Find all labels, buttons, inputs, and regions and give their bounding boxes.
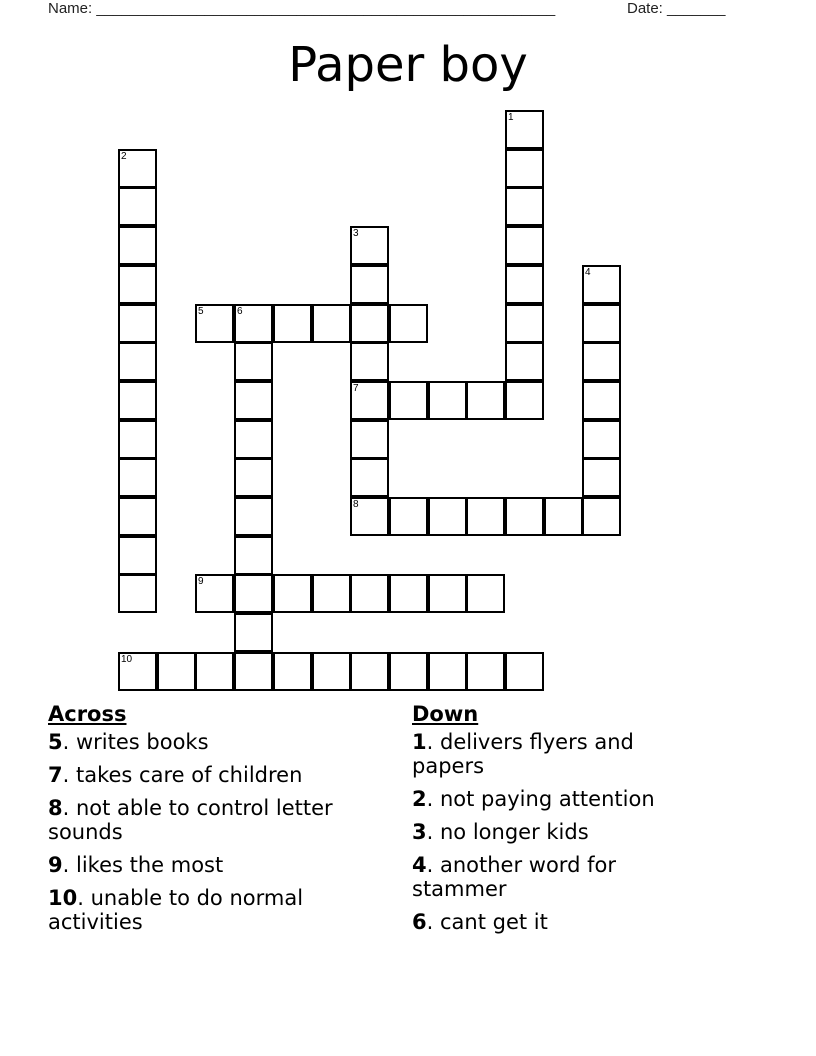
grid-cell[interactable] <box>350 420 389 459</box>
clue-down-2 <box>412 787 712 811</box>
grid-cell[interactable] <box>118 574 157 613</box>
cell-number: 9 <box>198 576 204 587</box>
grid-cell[interactable] <box>389 652 428 691</box>
clue-across-7 <box>48 763 388 787</box>
grid-cell[interactable] <box>505 226 544 265</box>
grid-cell[interactable] <box>505 187 544 226</box>
grid-cell[interactable] <box>118 265 157 304</box>
name-field[interactable]: Name: _______________________________________________________ <box>48 0 556 17</box>
clue-dot: . <box>426 853 434 877</box>
grid-cell[interactable] <box>273 574 312 613</box>
date-field[interactable]: Date: _______ <box>627 0 726 17</box>
clue-dot: . <box>62 730 70 754</box>
grid-cell[interactable] <box>582 420 621 459</box>
grid-cell[interactable] <box>582 265 621 304</box>
grid-cell[interactable] <box>466 497 505 536</box>
grid-cell[interactable] <box>312 652 351 691</box>
grid-cell[interactable] <box>582 458 621 497</box>
grid-cell[interactable] <box>582 304 621 343</box>
clue-number: 7 <box>48 763 63 787</box>
grid-cell[interactable] <box>118 149 157 188</box>
grid-cell[interactable] <box>118 497 157 536</box>
across-heading: Across <box>48 702 127 726</box>
grid-cell[interactable] <box>466 381 505 420</box>
grid-cell[interactable] <box>505 265 544 304</box>
grid-cell[interactable] <box>273 304 312 343</box>
clue-dot: . <box>426 730 434 754</box>
grid-cell[interactable] <box>234 420 273 459</box>
grid-cell[interactable] <box>466 574 505 613</box>
across-clues <box>48 702 388 943</box>
grid-cell[interactable] <box>505 110 544 149</box>
clue-down-3 <box>412 820 712 844</box>
clue-number: 8 <box>48 796 63 820</box>
grid-cell[interactable] <box>273 652 312 691</box>
clue-text: cant get it <box>433 910 548 934</box>
clue-number: 5 <box>48 730 63 754</box>
clue-text: another word for stammer <box>412 853 616 901</box>
clue-text: unable to do normal activities <box>48 886 304 934</box>
grid-cell[interactable] <box>544 497 583 536</box>
clue-text: not able to control letter sounds <box>48 796 333 844</box>
clue-across-8 <box>48 796 388 844</box>
grid-cell[interactable] <box>389 574 428 613</box>
grid-cell[interactable] <box>118 342 157 381</box>
grid-cell[interactable] <box>350 226 389 265</box>
grid-cell[interactable] <box>118 458 157 497</box>
clue-text: not paying attention <box>433 787 655 811</box>
clue-text: takes care of children <box>69 763 303 787</box>
grid-cell[interactable] <box>505 342 544 381</box>
grid-cell[interactable] <box>428 381 467 420</box>
grid-cell[interactable] <box>350 574 389 613</box>
clue-number: 1 <box>412 730 427 754</box>
clue-dot: . <box>62 796 70 820</box>
grid-cell[interactable] <box>234 342 273 381</box>
clue-text: delivers flyers and papers <box>412 730 634 778</box>
clue-down-6 <box>412 910 712 934</box>
cell-number: 10 <box>121 654 133 665</box>
grid-cell[interactable] <box>350 458 389 497</box>
clue-across-9 <box>48 853 388 877</box>
grid-cell[interactable] <box>234 381 273 420</box>
cell-number: 3 <box>353 228 359 239</box>
cell-number: 1 <box>508 112 514 123</box>
grid-cell[interactable] <box>118 652 157 691</box>
grid-cell[interactable] <box>234 458 273 497</box>
grid-cell[interactable] <box>195 652 234 691</box>
grid-cell[interactable] <box>350 381 389 420</box>
grid-cell[interactable] <box>234 497 273 536</box>
grid-cell[interactable] <box>350 265 389 304</box>
grid-cell[interactable] <box>118 536 157 575</box>
cell-number: 6 <box>237 306 243 317</box>
grid-cell[interactable] <box>505 497 544 536</box>
grid-cell[interactable] <box>350 342 389 381</box>
cell-number: 8 <box>353 499 359 510</box>
clue-down-4 <box>412 853 712 901</box>
grid-cell[interactable] <box>389 497 428 536</box>
grid-cell[interactable] <box>118 381 157 420</box>
clue-dot: . <box>62 763 70 787</box>
grid-cell[interactable] <box>428 652 467 691</box>
page-title: Paper boy <box>288 37 528 93</box>
clue-down-1 <box>412 730 712 778</box>
grid-cell[interactable] <box>582 497 621 536</box>
grid-cell[interactable] <box>195 304 234 343</box>
grid-cell[interactable] <box>350 497 389 536</box>
clue-number: 10 <box>48 886 78 910</box>
clue-dot: . <box>77 886 84 910</box>
clue-across-5 <box>48 730 388 754</box>
grid-cell[interactable] <box>505 304 544 343</box>
clue-dot: . <box>62 853 70 877</box>
down-clues <box>412 702 712 943</box>
grid-cell[interactable] <box>505 149 544 188</box>
grid-cell[interactable] <box>234 613 273 652</box>
grid-cell[interactable] <box>118 226 157 265</box>
clue-text: writes books <box>69 730 209 754</box>
grid-cell[interactable] <box>389 304 428 343</box>
grid-cell[interactable] <box>350 304 389 343</box>
clue-number: 9 <box>48 853 63 877</box>
cell-number: 7 <box>353 383 359 394</box>
grid-cell[interactable] <box>505 652 544 691</box>
clue-text: likes the most <box>69 853 224 877</box>
grid-cell[interactable] <box>505 381 544 420</box>
grid-cell[interactable] <box>234 574 273 613</box>
grid-cell[interactable] <box>157 652 196 691</box>
grid-cell[interactable] <box>350 652 389 691</box>
clue-dot: . <box>426 787 434 811</box>
grid-cell[interactable] <box>428 574 467 613</box>
grid-cell[interactable] <box>582 381 621 420</box>
grid-cell[interactable] <box>234 652 273 691</box>
clue-number: 3 <box>412 820 427 844</box>
clue-number: 4 <box>412 853 427 877</box>
clue-dot: . <box>426 820 434 844</box>
grid-cell[interactable] <box>234 304 273 343</box>
grid-cell[interactable] <box>312 304 351 343</box>
clue-number: 2 <box>412 787 427 811</box>
clue-number: 6 <box>412 910 427 934</box>
grid-cell[interactable] <box>389 381 428 420</box>
cell-number: 5 <box>198 306 204 317</box>
grid-cell[interactable] <box>234 536 273 575</box>
grid-cell[interactable] <box>118 304 157 343</box>
cell-number: 4 <box>585 267 591 278</box>
grid-cell[interactable] <box>466 652 505 691</box>
grid-cell[interactable] <box>428 497 467 536</box>
grid-cell[interactable] <box>118 187 157 226</box>
grid-cell[interactable] <box>582 342 621 381</box>
grid-cell[interactable] <box>195 574 234 613</box>
cell-number: 2 <box>121 151 127 162</box>
clue-across-10 <box>48 886 388 934</box>
grid-cell[interactable] <box>118 420 157 459</box>
clue-text: no longer kids <box>433 820 589 844</box>
grid-cell[interactable] <box>312 574 351 613</box>
down-heading: Down <box>412 702 479 726</box>
clue-dot: . <box>426 910 434 934</box>
